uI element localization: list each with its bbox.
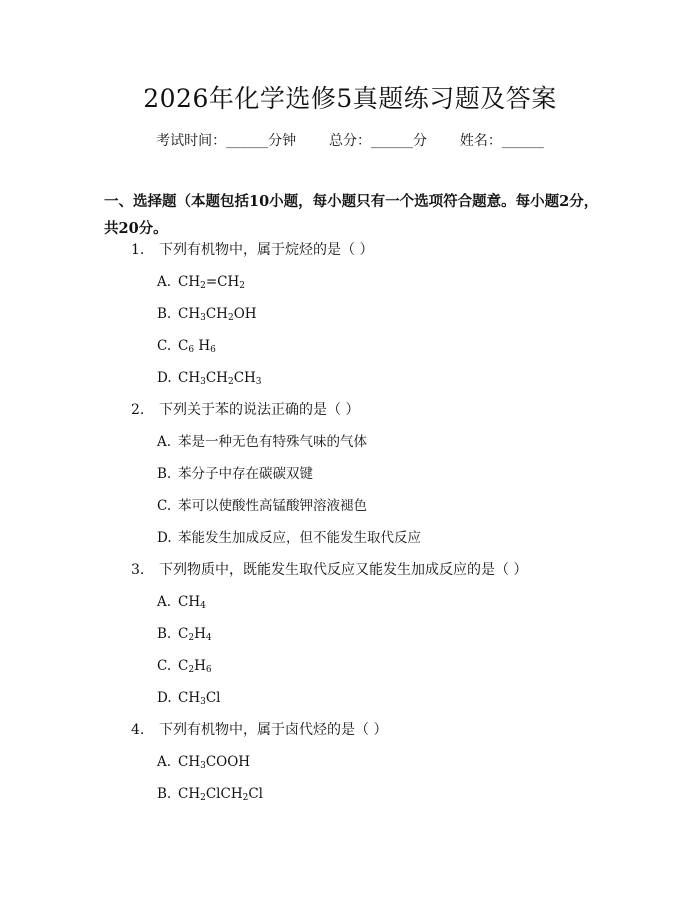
- question-number: 3.: [131, 562, 145, 578]
- option-text: $CH_3CH_2CH_3$: [178, 370, 262, 387]
- option-c: [0, 336, 700, 368]
- option-text: $CH_2ClCH_2Cl$: [178, 786, 263, 803]
- time-unit: 分钟: [268, 133, 297, 149]
- option-letter: A.: [157, 434, 172, 450]
- option-text: $CH_3COOH$: [178, 754, 251, 771]
- question-text: 下列物质中，既能发生取代反应又能发生加成反应的是（ ）: [159, 562, 528, 578]
- option-letter: A.: [157, 594, 172, 610]
- section-heading: 一、选择题（本题包括10小题，每小题只有一个选项符合题意。每小题2分，共20分。: [104, 193, 599, 237]
- question-3: [0, 560, 700, 592]
- option-letter: C.: [157, 658, 172, 674]
- option-text: 苯是一种无色有特殊气味的气体: [178, 434, 367, 450]
- option-text: $CH_3Cl$: [178, 690, 221, 707]
- option-text: $CH_3CH_2OH$: [178, 306, 257, 323]
- option-letter: D.: [157, 370, 172, 386]
- option-text: $C_2H_6$: [178, 658, 212, 675]
- score-unit: 分: [413, 133, 427, 149]
- option-letter: B.: [157, 626, 172, 642]
- option-a: [0, 272, 700, 304]
- name-label: 姓名：: [459, 133, 502, 149]
- question-number: 2.: [131, 402, 145, 418]
- option-letter: D.: [157, 690, 172, 706]
- option-a: [0, 752, 700, 784]
- option-a: [0, 592, 700, 624]
- question-1: [0, 240, 700, 272]
- option-letter: B.: [157, 306, 172, 322]
- exam-info-line: [0, 131, 700, 151]
- option-d: [0, 368, 700, 400]
- option-letter: B.: [157, 786, 172, 802]
- time-label: 考试时间：: [156, 133, 227, 149]
- option-letter: C.: [157, 338, 172, 354]
- score-blank: ______: [371, 133, 413, 149]
- page-title: 2026年化学选修5真题练习题及答案: [143, 84, 557, 113]
- question-number: 1.: [131, 242, 145, 258]
- score-label: 总分：: [329, 133, 371, 149]
- option-letter: A.: [157, 754, 172, 770]
- option-text: 苯能发生加成反应，但不能发生取代反应: [178, 530, 421, 546]
- option-text: $C_6$ $H_6$: [178, 338, 216, 355]
- question-text: 下列有机物中，属于烷烃的是（ ）: [159, 242, 374, 258]
- option-text: $CH_2=CH_2$: [178, 274, 245, 291]
- option-text: $CH_4$: [178, 594, 206, 611]
- option-b: [0, 624, 700, 656]
- question-list: [0, 240, 700, 816]
- option-a: [0, 432, 700, 464]
- option-text: 苯可以使酸性高锰酸钾溶液褪色: [178, 498, 367, 514]
- question-text: 下列有机物中，属于卤代烃的是（ ）: [159, 722, 388, 738]
- question-2: [0, 400, 700, 432]
- question-4: [0, 720, 700, 752]
- time-blank: ______: [226, 133, 269, 149]
- option-text: $C_2H_4$: [178, 626, 212, 643]
- option-b: [0, 784, 700, 816]
- option-letter: D.: [157, 530, 172, 546]
- option-letter: A.: [157, 274, 172, 290]
- option-d: [0, 688, 700, 720]
- option-c: [0, 656, 700, 688]
- option-c: [0, 496, 700, 528]
- option-text: 苯分子中存在碳碳双键: [178, 466, 313, 482]
- name-blank: ______: [501, 133, 544, 149]
- question-number: 4.: [131, 722, 145, 738]
- option-b: [0, 304, 700, 336]
- question-text: 下列关于苯的说法正确的是（ ）: [159, 402, 360, 418]
- option-d: [0, 528, 700, 560]
- option-letter: C.: [157, 498, 172, 514]
- option-b: [0, 464, 700, 496]
- option-letter: B.: [157, 466, 172, 482]
